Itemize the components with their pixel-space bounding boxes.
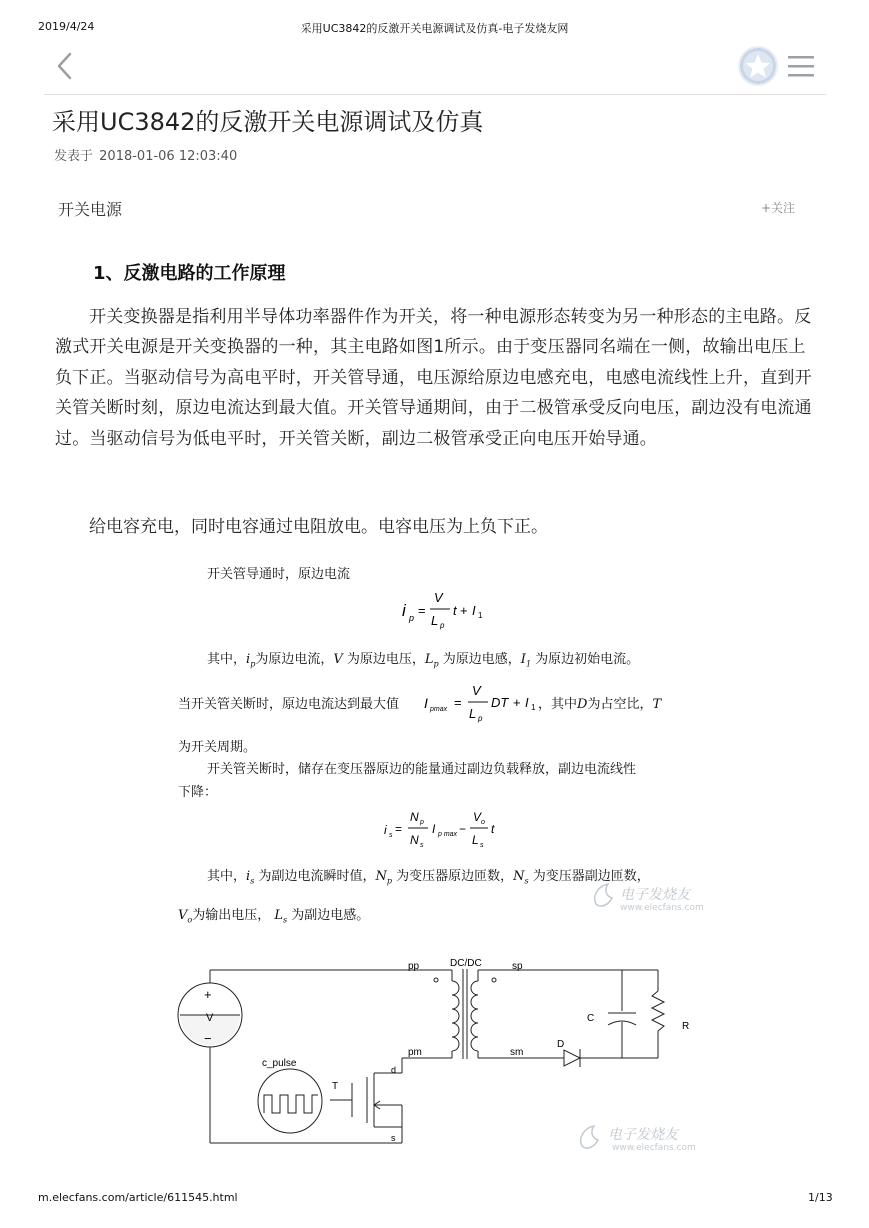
formula-text-line: 当开关管关断时，原边电流达到最大值	[178, 697, 400, 712]
print-page-title: 采用UC3842的反激开关电源调试及仿真-电子发烧友网	[300, 22, 569, 35]
svg-text:I: I	[424, 695, 428, 711]
svg-text:N: N	[410, 833, 419, 847]
svg-text:L: L	[472, 833, 479, 847]
formula-text-line: ，其中D为占空比，T	[538, 697, 662, 712]
svg-text:V: V	[472, 683, 481, 698]
svg-text:V: V	[434, 590, 443, 605]
formula-primary-current	[398, 588, 498, 632]
svg-text:L: L	[469, 706, 477, 721]
text-fragment: 为变压器副边匝数，	[532, 869, 650, 884]
published-time: 2018-01-06 12:03:40	[99, 149, 238, 164]
svg-text:t: t	[453, 603, 457, 618]
svg-text:o: o	[481, 819, 485, 826]
category-link[interactable]: 开关电源	[58, 200, 123, 219]
formula-text-line: 下降：	[178, 785, 218, 800]
print-footer-url: m.elecfans.com/article/611545.html	[38, 1191, 238, 1204]
back-button[interactable]	[50, 48, 80, 84]
text-fragment: 为占空比，	[587, 697, 653, 712]
text-fragment: 为变压器原边匝数，	[396, 869, 514, 884]
svg-text:1: 1	[531, 703, 536, 712]
pulse-source-label: c_pulse	[262, 1058, 297, 1069]
publish-info	[52, 145, 237, 164]
svg-text:+: +	[460, 603, 468, 618]
svg-text:=: =	[418, 603, 426, 618]
formula-text-line: $V_o$为输出电压， $L_s$ 为副边电感。	[178, 908, 370, 925]
formula-secondary-current	[384, 808, 504, 852]
section-heading: 1、反激电路的工作原理	[93, 263, 286, 284]
watermark-brand: 电子发烧友	[620, 887, 690, 903]
text-fragment: 为输出电压，	[192, 908, 271, 923]
article-title: 采用UC3842的反激开关电源调试及仿真	[52, 108, 484, 136]
star-icon	[738, 46, 778, 86]
svg-text:N: N	[410, 810, 419, 824]
svg-text:V: V	[473, 810, 482, 824]
formula-max-current	[424, 682, 544, 726]
text-fragment: 为副边电流瞬时值，	[258, 869, 376, 884]
text-fragment: 为原边电压，	[346, 652, 425, 667]
formula-text-line: 其中，$i_p$为原边电流，V 为原边电压，$L_p$ 为原边电感，$I_1$ 为原边初始电流。	[207, 652, 640, 669]
sm-label: sm	[510, 1047, 524, 1058]
svg-text:p: p	[409, 613, 415, 623]
elecfans-logo-icon	[590, 880, 616, 910]
formula-text-line: 为开关周期。	[178, 740, 257, 755]
resistor-label: R	[682, 1021, 690, 1032]
watermark-brand: 电子发烧友	[608, 1127, 678, 1143]
svg-text:p max: p max	[438, 831, 458, 838]
dcdc-label: DC/DC	[450, 958, 482, 969]
text-fragment: 其中，	[207, 869, 247, 884]
formula-text-line: 开关管关断时，储存在变压器原边的能量通过副边负载释放，副边电流线性	[207, 762, 637, 777]
print-date: 2019/4/24	[38, 20, 95, 33]
svg-text:−: −	[459, 822, 467, 836]
svg-text:=: =	[454, 695, 462, 710]
print-footer-page: 1/13	[808, 1191, 833, 1204]
transistor-label: T	[332, 1081, 339, 1092]
svg-text:i: i	[384, 823, 387, 837]
paragraph: 开关变换器是指利用半导体功率器件作为开关，将一种电源形态转变为另一种形态的主电路。反激式开关电源是开关变换器的一种，其主电路如图1所示。由于变压器同名端在一侧，故输出电压上负下正。当驱动信号为高电平时，开关管导通，电压源给原边电感充电，电感电流线性上升，直到开关管关断时刻，原边电流达到最大值。开关管导通期间，由于二极管承受反向电压，副边没有电流通过。当驱动信号为低电平时，开关管关断，副边二极管承受正向电压开始导通。	[55, 307, 812, 449]
svg-text:I: I	[472, 603, 476, 618]
svg-text:p: p	[420, 819, 424, 826]
svg-text:s: s	[480, 842, 484, 849]
formula-text-line: 其中，$i_s$ 为副边电流瞬时值，$N_p$ 为变压器原边匝数，$N_s$ 为变压器副边匝数，	[207, 869, 650, 886]
text-fragment: 为副边电感。	[291, 908, 370, 923]
svg-text:t: t	[491, 822, 495, 836]
svg-text:+: +	[513, 695, 521, 710]
svg-text:s: s	[389, 832, 393, 839]
capacitor-label: C	[587, 1013, 595, 1024]
favorite-button[interactable]	[738, 46, 778, 86]
source-v-label: V	[206, 1012, 214, 1024]
source-label: s	[391, 1133, 396, 1143]
menu-button[interactable]	[786, 52, 818, 80]
svg-text:p: p	[478, 714, 483, 723]
svg-text:L: L	[431, 613, 439, 628]
pm-label: pm	[408, 1047, 422, 1058]
text-fragment: 为原边初始电流。	[535, 652, 640, 667]
pp-label: pp	[408, 961, 420, 972]
formula-text-line: 开关管导通时，原边电流	[207, 567, 351, 582]
text-fragment: 为原边电流，	[255, 652, 334, 667]
paragraph: 给电容充电，同时电容通过电阻放电。电容电压为上负下正。	[89, 517, 548, 537]
sp-label: sp	[512, 961, 523, 972]
text-fragment: 其中，	[207, 652, 247, 667]
svg-text:DT: DT	[491, 695, 509, 710]
text-fragment: ，其中	[538, 697, 578, 712]
text-fragment: 为原边电感，	[442, 652, 521, 667]
drain-label: d	[391, 1065, 397, 1075]
svg-text:I: I	[432, 822, 436, 836]
watermark-url: www.elecfans.com	[612, 1143, 696, 1153]
svg-text:=: =	[395, 822, 403, 836]
svg-text:1: 1	[478, 611, 483, 620]
svg-text:s: s	[420, 842, 424, 849]
svg-text:i: i	[402, 601, 406, 620]
top-nav-bar	[44, 42, 826, 95]
svg-text:pmax: pmax	[430, 706, 448, 713]
hamburger-menu-icon	[786, 52, 818, 80]
elecfans-logo-icon	[576, 1122, 602, 1152]
diode-label: D	[557, 1039, 565, 1050]
follow-button[interactable]: +关注	[761, 201, 796, 215]
chevron-left-icon	[50, 48, 80, 84]
svg-text:I: I	[525, 695, 529, 710]
published-label: 发表于	[54, 149, 94, 164]
source-minus-label: −	[204, 1031, 212, 1046]
source-plus-label: +	[204, 987, 212, 1002]
watermark-url: www.elecfans.com	[620, 903, 704, 913]
svg-text:p: p	[440, 621, 445, 630]
